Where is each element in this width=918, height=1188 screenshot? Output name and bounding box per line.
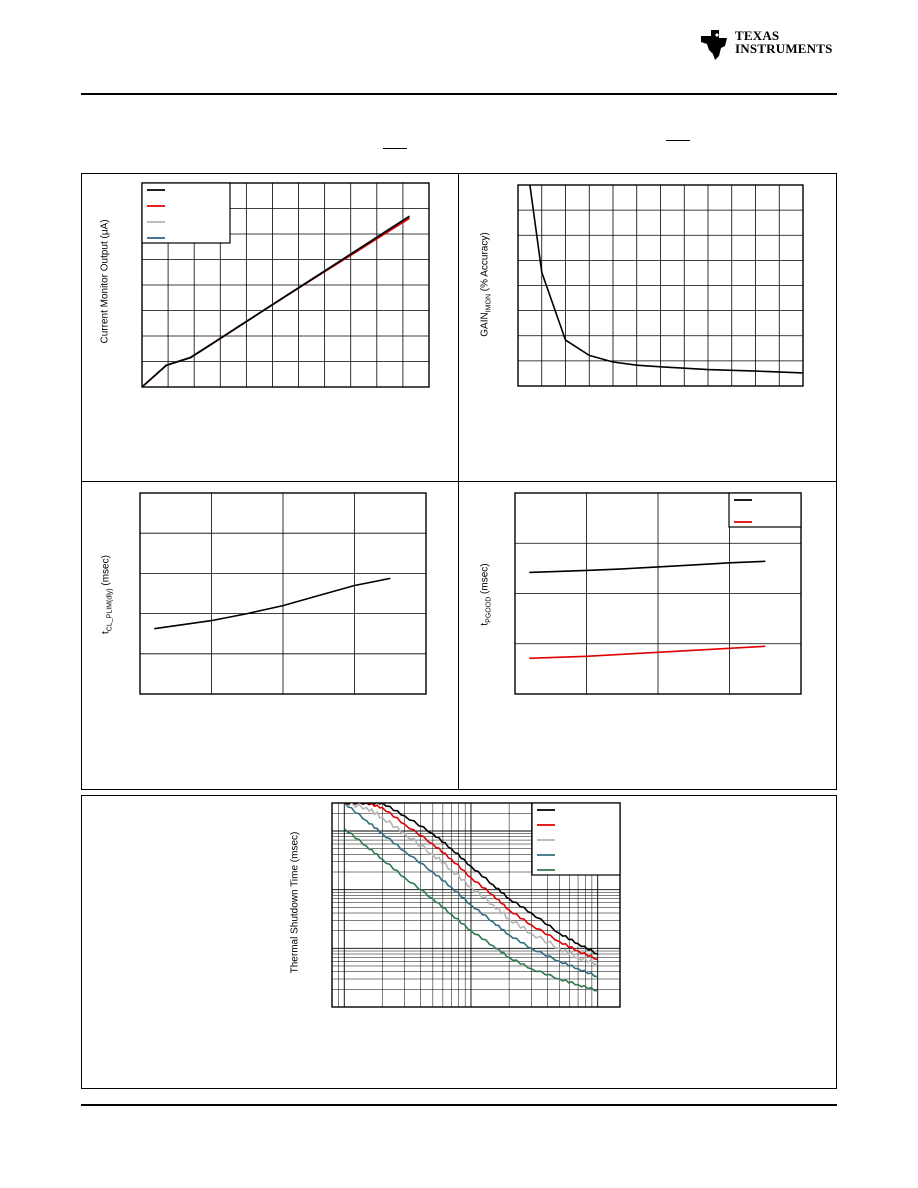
footer-rule [81,1104,837,1106]
gain-ylabel-sub: IMON [485,293,493,313]
t-pgood-ylabel [480,557,493,633]
ti-logo [697,26,837,62]
pgood-ylabel-rest: (msec) [479,563,491,597]
series-line-1 [530,185,803,373]
grid [140,493,426,694]
grid [518,185,803,386]
series-group [530,185,803,373]
brand-line1: TEXAS [735,28,780,43]
legend-box [142,183,230,243]
brand-line2: INSTRUMENTS [735,41,833,56]
current-monitor-ylabel: Current Monitor Output (μA) [99,219,111,344]
t-pgood-chart [514,492,802,695]
thermal-shutdown-ylabel: Thermal Shutdown Time (msec) [289,831,301,974]
gain-ylabel-rest: (% Accuracy) [479,232,491,294]
legend [729,493,801,527]
gain-accuracy-chart [517,184,804,387]
thermal-shutdown-chart [331,802,621,1008]
ti-logo-icon [697,26,733,62]
pgood-ylabel-sub: PGOOD [485,596,493,623]
legend-box [532,803,620,875]
tcl-plim-ylabel [101,550,114,640]
current-monitor-chart [141,182,430,388]
tcl-ylabel-sub: CL_PLIM(dly) [106,588,114,632]
gain-accuracy-ylabel [480,225,493,345]
tcl-ylabel-main: t [100,631,112,634]
legend [532,803,620,875]
tcl-plim-chart [139,492,427,695]
header-rule [81,93,837,95]
pgood-ylabel-main: t [479,622,491,626]
overline-mark-right [666,140,690,141]
overline-mark-left [383,148,407,149]
gain-ylabel-main: GAIN [479,312,491,337]
legend [142,183,230,243]
tcl-ylabel-rest: (msec) [100,555,112,589]
